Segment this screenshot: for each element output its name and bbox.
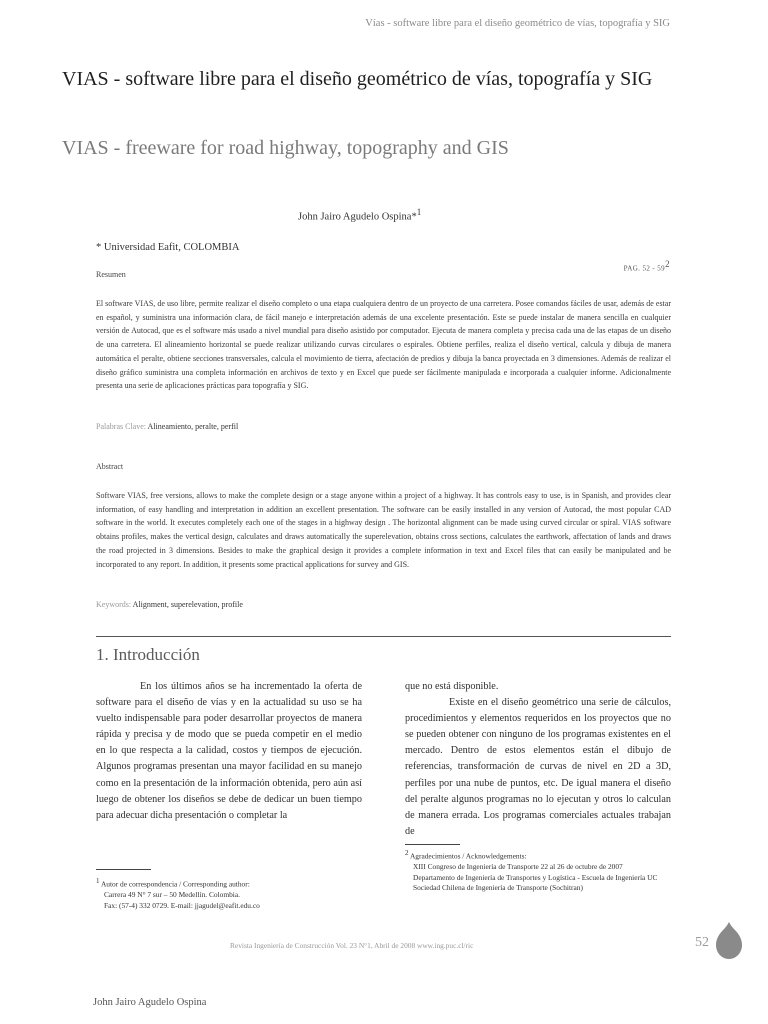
footnote-2-line-3: Departamento de Ingeniería de Transportes y Logística - Escuela de Ingeniería UC (413, 872, 658, 882)
intro-paragraph-1: En los últimos años se ha incrementado la oferta de software para el diseño de vías y en la actualidad su uso se ha vuelto indispensable para poder desarrollar proyectos de manera rápida y precisa y de modo que se pueda competir en el medio en lo que respecta a la calidad, costos y tiempos de ejecución. Algunos programas presentan una mayor facilidad en su manejo como en la presentación de la información obtenida, pero aún así luego de obtener los diseños se debe de dedicar un buen tiempo para adecuar dicha presentación o completar la (96, 681, 362, 821)
intro-column-right (405, 679, 671, 840)
abstract-keywords (96, 600, 243, 609)
footnote-rule-right (405, 844, 460, 845)
author-footnote-mark: 1 (416, 207, 422, 217)
journal-footer: Revista Ingeniería de Construcción Vol. 23 N°1, Abril de 2008 www.ing.puc.cl/ric (230, 941, 474, 950)
footnote-2-line-2: XIII Congreso de Ingeniería de Transporte 22 al 26 de octubre de 2007 (413, 862, 623, 872)
title-english: VIAS - freeware for road highway, topography and GIS (62, 137, 509, 159)
resumen-keywords (96, 422, 238, 431)
author-line (298, 207, 421, 223)
resumen-text: El software VIAS, de uso libre, permite realizar el diseño completo o una etapa cualquiera dentro de un proyecto de una carretera. Posee comandos fáciles de usar, además de estar en español, y suministra una información clara, de fácil manejo e interpretación además de una excelente presentación. Este se puede instalar de manera sencilla en cualquier versión de Autocad, que es el software más usado a nivel mundial para diseño asistido por computador. Ejecuta de manera completa y precisa cada una de las etapas de un diseño de una carretera. El alineamiento horizontal se puede realizar utilizando curvas circulares o espirales. Obtiene perfiles, realiza el diseño vertical, calcula y dibuja de manera automática el peralte, obtiene secciones transversales, calcula el movimiento de tierra, afectación de predios y dibuja la banca proyectada en 3 dimensiones. Además de realizar el diseño gráfico suministra una completa información en archivos de texto y en Excel que puede ser fácilmente manipulada e incorporada a cualquier informe. Adicionalmente presenta una serie de aplicaciones prácticas para topografía y SIG. (96, 299, 671, 391)
footnote-1-mark: 1 (96, 877, 100, 885)
intro-heading: 1. Introducción (96, 645, 200, 664)
intro-column-left (96, 679, 362, 824)
footer-author: John Jairo Agudelo Ospina (93, 997, 207, 1008)
title-spanish: VIAS - software libre para el diseño geométrico de vías, topografía y SIG (62, 68, 653, 90)
footnote-2-text-1: Agradecimientos / Acknowledgements: (409, 851, 527, 861)
footnote-1-line-3: Fax: (57-4) 332 0729. E-mail: jjagudel@eafit.edu.co (104, 900, 260, 910)
author-name: John Jairo Agudelo Ospina* (298, 211, 417, 223)
drop-icon-shape (716, 922, 742, 959)
page-range-footnote-mark: 2 (665, 259, 670, 269)
resumen-heading: Resumen (96, 270, 126, 279)
page-range-text: PAG. 52 - 59 (623, 264, 666, 273)
resumen-keywords-label: Palabras Clave: (96, 422, 146, 431)
abstract-text: Software VIAS, free versions, allows to make the complete design or a stage anyone within a project of a highway. It has controls easy to use, is in Spanish, and provides clear information, of easy handling and interpretation in addition an excellent presentation. The software can be easily installed in any version of Autocad, the most popular CAD software in the world. It executes completely each one of the stages in a highway design . The horizontal alignment can be made using curved circular or spiral. VIAS software obtains profiles, makes the vertical design, calculates and draws automatically the superelevation, obtains cross sections, calculates the earthwork, affectation of lands and draws the road projected in 3 dimensions. Besides to make the graphical design it provides a complete information in text and Excel files that can easily be manipulated and be incorporated to any report. In addition, it presents some practical applications for survey and GIS. (96, 491, 671, 569)
footnote-1-line-2: Carrera 49 N° 7 sur – 50 Medellín. Colombia. (104, 890, 240, 900)
drop-icon (714, 920, 744, 960)
intro-paragraph-2: Existe en el diseño geométrico una serie de cálculos, procedimientos y elementos requeridos en los proyectos que no se pueden obtener con ninguno de los programas existentes en el mercado. Dentro de estos elementos están el dibujo de referencias, transformación de curvas de nivel en 2D a 3D, perfiles por una nube de puntos, etc. De igual manera el diseño del peralte algunos programas no lo ejecutan y otros lo calculan de manera errada. Los programas comerciales actuales trabajan de (405, 697, 671, 837)
intro-paragraph-continued: que no está disponible. (405, 681, 499, 692)
footnote-rule-left (96, 869, 151, 870)
footnote-2-line-1 (405, 848, 695, 862)
footnote-1-line-1 (96, 876, 376, 890)
abstract-keywords-value: Alignment, superelevation, profile (132, 600, 243, 609)
footnote-1 (96, 876, 376, 911)
footnote-2-mark: 2 (405, 849, 409, 857)
resumen-keywords-value: Alineamiento, peralte, perfil (147, 422, 239, 431)
section-divider (96, 636, 671, 637)
footnote-2-line-4: Sociedad Chilena de Ingeniería de Transporte (Sochitran) (413, 883, 583, 893)
footnote-1-text-1: Autor de correspondencia / Corresponding author: (100, 879, 250, 889)
page-range (624, 259, 670, 272)
abstract-heading: Abstract (96, 462, 124, 471)
page-number: 52 (695, 935, 709, 950)
footnote-2 (405, 848, 695, 894)
running-head: Vías - software libre para el diseño geométrico de vías, topografía y SIG (365, 18, 670, 29)
affiliation: * Universidad Eafit, COLOMBIA (96, 242, 240, 253)
abstract-keywords-label: Keywords: (96, 600, 132, 609)
